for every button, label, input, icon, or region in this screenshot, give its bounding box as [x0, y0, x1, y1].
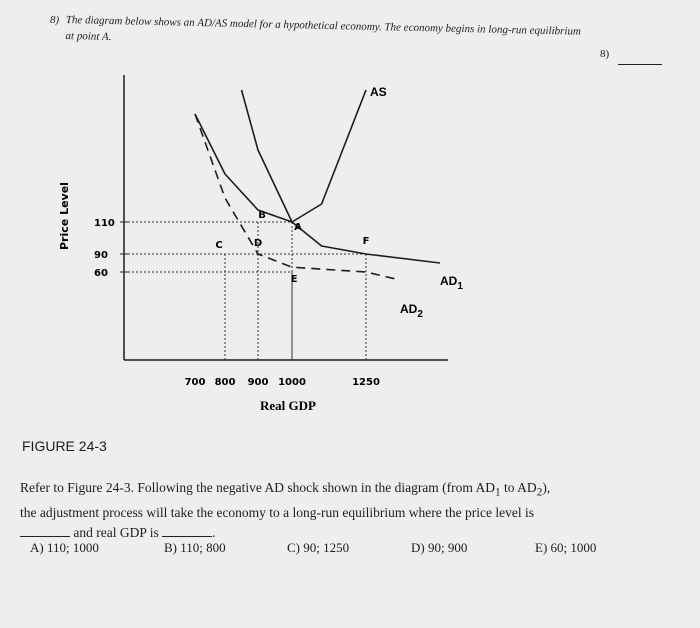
question-number: 8) [50, 14, 60, 26]
x-tick-label: 900 [247, 377, 269, 388]
x-tick-label: 1250 [352, 377, 380, 388]
curve-as [195, 90, 366, 222]
option-d[interactable]: D) 90; 900 [411, 540, 468, 555]
point-label-d: D [253, 238, 263, 249]
figure-label: FIGURE 24-3 [22, 438, 107, 454]
x-tick-label: 800 [214, 377, 236, 388]
answer-number: 8) [600, 48, 610, 60]
curve-label-ad2: $AD_2$ [400, 302, 423, 320]
ad2-subscript: 2 [536, 486, 543, 499]
real-gdp-blank[interactable] [162, 524, 212, 537]
y-tick-label: 90 [94, 250, 108, 261]
option-b[interactable]: B) 110; 800 [164, 540, 226, 555]
guide-lines [124, 222, 366, 360]
question-line-1-mid: to AD [500, 480, 537, 495]
point-label-a: A [294, 222, 302, 233]
x-axis-title: Real GDP [260, 398, 316, 413]
curve-ad1 [242, 90, 441, 263]
option-e[interactable]: E) 60; 1000 [535, 540, 597, 555]
point-label-e: E [290, 274, 298, 285]
y-axis-title: Price Level [58, 182, 71, 250]
question-text [20, 478, 660, 543]
option-a[interactable]: A) 110; 1000 [30, 540, 99, 555]
question-header-text: The diagram below shows an AD/AS model for a hypothetical economy. The economy begins in long-run equilibrium at point A. [65, 13, 582, 44]
option-c[interactable]: C) 90; 1250 [287, 540, 350, 555]
question-line-1-end: ), [542, 480, 551, 495]
curve-label-as: AS [370, 85, 387, 99]
price-level-blank[interactable] [20, 524, 70, 537]
point-label-c: C [215, 240, 223, 251]
point-label-f: F [362, 236, 370, 247]
x-tick-label: 700 [184, 377, 206, 388]
curve-label-ad1: $AD_1$ [440, 274, 463, 292]
question-line-1: Refer to Figure 24-3. Following the negative AD shock shown in the diagram (from AD [20, 480, 496, 495]
question-line-3-end: . [212, 524, 216, 540]
point-label-b: B [258, 210, 266, 221]
y-tick-label: 60 [94, 268, 108, 279]
question-line-2: the adjustment process will take the economy to a long-run equilibrium where the price level is [20, 504, 534, 520]
ad1-subscript: 1 [495, 486, 501, 499]
x-tick-label: 1000 [278, 377, 306, 388]
chart-labels [215, 85, 463, 320]
answer-options [30, 540, 670, 562]
y-tick-label: 110 [94, 218, 115, 229]
question-line-3-mid: and real GDP is [70, 524, 163, 540]
chart-curves [195, 90, 440, 279]
